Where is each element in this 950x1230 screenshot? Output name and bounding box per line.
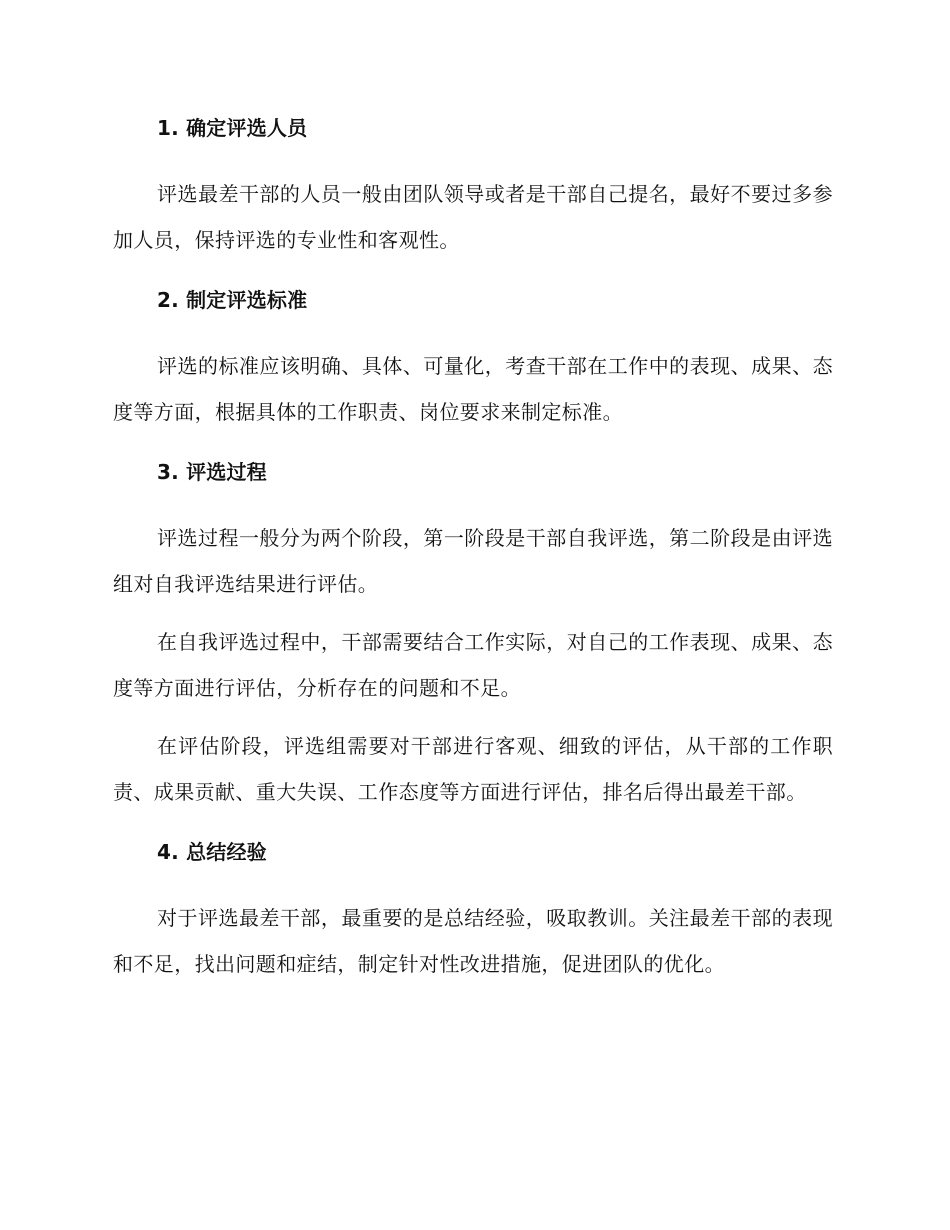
section-heading: 3. 评选过程 bbox=[157, 460, 267, 484]
section-2 bbox=[113, 285, 833, 435]
section-3 bbox=[113, 457, 833, 815]
paragraph: 在自我评选过程中，干部需要结合工作实际，对自己的工作表现、成果、态度等方面进行评估，分析存在的问题和不足。 bbox=[113, 630, 833, 700]
document-page bbox=[113, 113, 833, 999]
section-heading: 1. 确定评选人员 bbox=[157, 116, 308, 140]
paragraph: 对于评选最差干部，最重要的是总结经验，吸取教训。关注最差干部的表现和不足，找出问题和症结，制定针对性改进措施，促进团队的优化。 bbox=[113, 906, 833, 976]
section-4 bbox=[113, 837, 833, 987]
paragraph: 评选过程一般分为两个阶段，第一阶段是干部自我评选，第二阶段是由评选组对自我评选结果进行评估。 bbox=[113, 526, 833, 596]
section-heading: 2. 制定评选标准 bbox=[157, 288, 308, 312]
section-heading: 4. 总结经验 bbox=[157, 840, 267, 864]
paragraph: 在评估阶段，评选组需要对干部进行客观、细致的评估，从干部的工作职责、成果贡献、重大失误、工作态度等方面进行评估，排名后得出最差干部。 bbox=[113, 734, 833, 804]
paragraph: 评选最差干部的人员一般由团队领导或者是干部自己提名，最好不要过多参加人员，保持评选的专业性和客观性。 bbox=[113, 182, 833, 252]
section-1 bbox=[113, 113, 833, 263]
paragraph: 评选的标准应该明确、具体、可量化，考查干部在工作中的表现、成果、态度等方面，根据具体的工作职责、岗位要求来制定标准。 bbox=[113, 354, 833, 424]
